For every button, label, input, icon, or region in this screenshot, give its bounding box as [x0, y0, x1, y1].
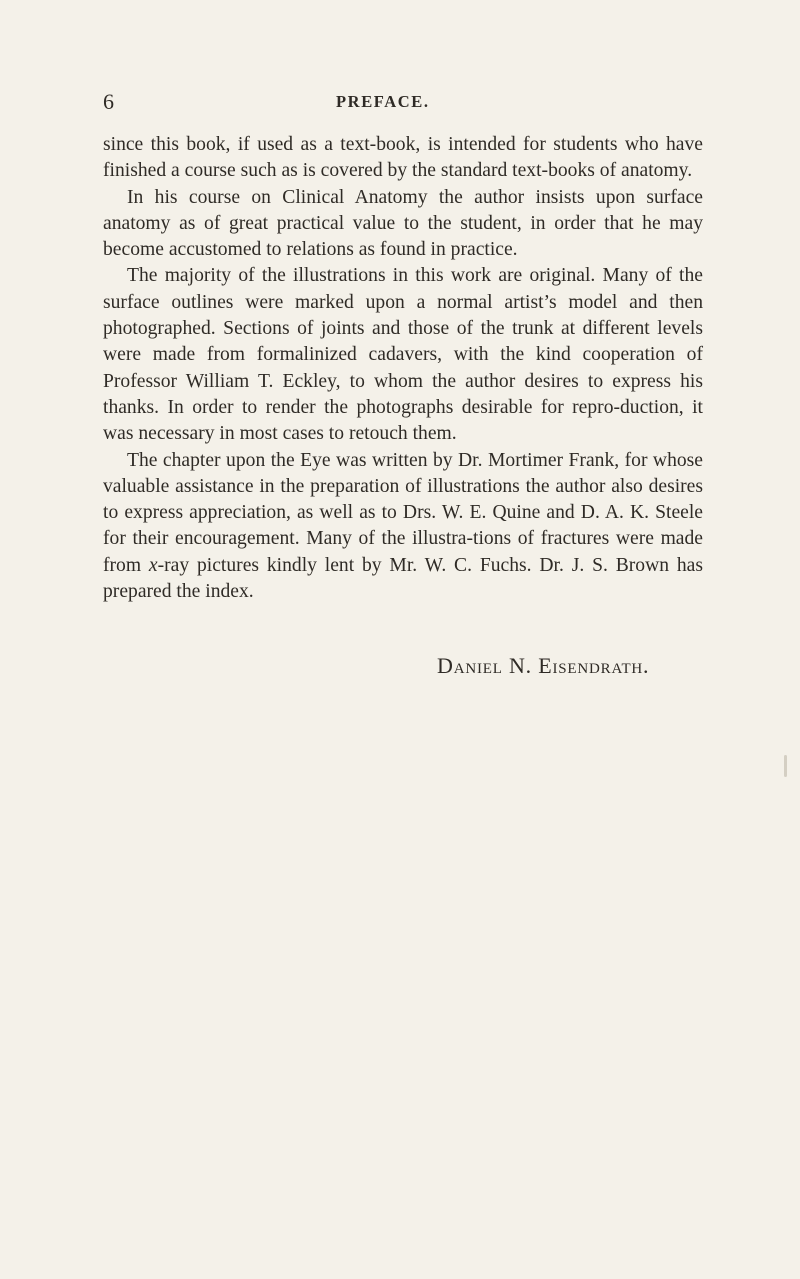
paragraph-illustrations: The majority of the illustrations in this work are original. Many of the surface outlines were marked upon a normal artist’s model and then photographed. Sections of joints and those of the trunk at different levels were made from formalinized cadavers, with the kind cooperation of Professor William T. Eckley, to whom the author desires to express his thanks. In order to render the photographs desirable for repro-duction, it was necessary in most cases to retouch them. — [103, 265, 703, 445]
author-signature: Daniel N. Eisendrath. — [437, 653, 650, 678]
running-head — [103, 89, 703, 119]
paragraph-continuation: since this book, if used as a text-book, is intended for students who have finished a course such as is covered by the standard text-books of anatomy. — [103, 134, 703, 182]
paragraph-clinical-anatomy: In his course on Clinical Anatomy the author insists upon surface anatomy as of great practical value to the student, in order that he may become accustomed to relations as found in practice. — [103, 186, 703, 261]
paragraph-acknowledgements: The chapter upon the Eye was written by Dr. Mortimer Frank, for whose valuable assistance in the preparation of illustrations the author also desires to express appreciation, as well as to Drs. W. E. Quine and D. A. K. Steele for their encouragement. Many of the illustra-tions of fractures were made from x-ray pictures kindly lent by Mr. W. C. Fuchs. Dr. J. S. Brown has prepared the index. — [103, 449, 703, 603]
italic-x: x — [148, 554, 158, 576]
preface-body — [103, 132, 703, 605]
page-number: 6 — [103, 89, 114, 114]
running-title: PREFACE. — [336, 92, 430, 111]
page-edge-mark — [784, 755, 787, 777]
